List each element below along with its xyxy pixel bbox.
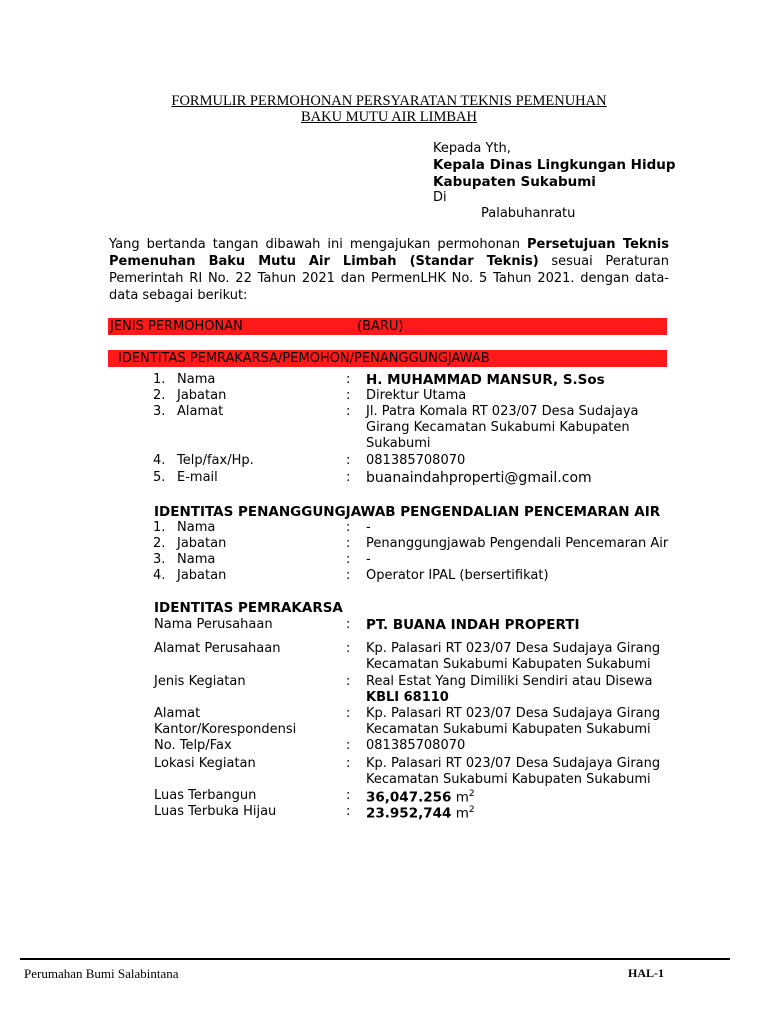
- pemohon-nama: H. MUHAMMAD MANSUR, S.Sos: [366, 372, 605, 388]
- jenis-kegiatan-label: Jenis Kegiatan: [154, 674, 246, 689]
- pengendalian-header: IDENTITAS PENANGGUNGJAWAB PENGENDALIAN PENCEMARAN AIR: [154, 504, 661, 520]
- intro-text-2: sesuai Peraturan Pemerintah RI No. 22 Tahun 2021 dan PermenLHK No. 5 Tahun 2021. dengan data-data sebagai berikut:: [109, 254, 669, 303]
- colon: :: [346, 788, 351, 803]
- pengendalian-num-1: 1.: [153, 520, 166, 535]
- luas-terbangun-value: 36,047.256: [366, 789, 452, 806]
- pengendalian-label-jabatan-2: Jabatan: [177, 568, 227, 583]
- pengendalian-num-3: 3.: [153, 552, 166, 567]
- pengendalian-label-nama-1: Nama: [177, 520, 216, 535]
- alamat-kantor-label-2: Kantor/Korespondensi: [154, 722, 297, 737]
- nama-perusahaan: PT. BUANA INDAH PROPERTI: [366, 617, 580, 633]
- recipient-line1: Kepala Dinas Lingkungan Hidup: [433, 157, 676, 173]
- no-telp-label: No. Telp/Fax: [154, 738, 232, 753]
- alamat-kantor-2: Kecamatan Sukabumi Kabupaten Sukabumi: [366, 722, 651, 737]
- colon: :: [346, 536, 351, 551]
- jenis-kegiatan-1: Real Estat Yang Dimiliki Sendiri atau Disewa: [366, 674, 653, 689]
- identitas-header: IDENTITAS PEMRAKARSA/PEMOHON/PENANGGUNGJAWAB: [118, 351, 490, 366]
- colon: :: [346, 568, 351, 583]
- pengendalian-label-nama-2: Nama: [177, 552, 216, 567]
- pemohon-label-nama: Nama: [177, 372, 216, 387]
- colon: :: [346, 453, 351, 468]
- pemohon-num-2: 2.: [153, 388, 166, 403]
- di-label: Di: [433, 190, 447, 205]
- colon: :: [346, 738, 351, 753]
- identitas-header-bar: [108, 350, 667, 367]
- unit-sup: 2: [468, 789, 475, 799]
- unit: m: [455, 805, 469, 822]
- kbli-code: KBLI 68110: [366, 690, 449, 705]
- form-title-line2: BAKU MUTU AIR LIMBAH: [300, 109, 478, 125]
- colon: :: [346, 674, 351, 689]
- form-title-line1: FORMULIR PERMOHONAN PERSYARATAN TEKNIS PEMENUHAN: [171, 93, 607, 109]
- pemohon-label-telp: Telp/fax/Hp.: [177, 453, 254, 468]
- pengendalian-num-2: 2.: [153, 536, 166, 551]
- intro-text-1: Yang bertanda tangan dibawah ini mengajukan permohonan: [109, 237, 528, 252]
- pemohon-jabatan: Direktur Utama: [366, 388, 467, 403]
- pengendalian-jabatan-1: Penanggungjawab Pengendali Pencemaran Air: [366, 536, 669, 551]
- pengendalian-label-jabatan-1: Jabatan: [177, 536, 227, 551]
- alamat-perusahaan-1: Kp. Palasari RT 023/07 Desa Sudajaya Girang: [366, 641, 661, 656]
- jenis-permohonan-value: (BARU): [357, 319, 404, 334]
- pemohon-num-4: 4.: [153, 453, 166, 468]
- footer-project-name: Perumahan Bumi Salabintana: [24, 966, 179, 981]
- pemohon-telp: 081385708070: [366, 453, 466, 468]
- luas-terbangun-label: Luas Terbangun: [154, 788, 257, 803]
- nama-perusahaan-label: Nama Perusahaan: [154, 617, 273, 632]
- lokasi-kegiatan-label: Lokasi Kegiatan: [154, 756, 256, 771]
- jenis-permohonan-bar: [108, 318, 667, 335]
- pemohon-label-jabatan: Jabatan: [177, 388, 227, 403]
- pemohon-email: buanaindahproperti@gmail.com: [366, 470, 592, 486]
- unit-sup: 2: [468, 805, 475, 815]
- alamat-kantor-1: Kp. Palasari RT 023/07 Desa Sudajaya Girang: [366, 706, 661, 721]
- colon: :: [346, 552, 351, 567]
- recipient-line2: Kabupaten Sukabumi: [433, 174, 596, 190]
- pemohon-alamat-2: Girang Kecamatan Sukabumi Kabupaten: [366, 420, 630, 435]
- colon: :: [346, 404, 351, 419]
- unit: m: [455, 789, 469, 806]
- jenis-permohonan-label: JENIS PERMOHONAN: [110, 319, 243, 334]
- colon: :: [346, 706, 351, 721]
- colon: :: [346, 641, 351, 656]
- lokasi-kegiatan-1: Kp. Palasari RT 023/07 Desa Sudajaya Girang: [366, 756, 661, 771]
- luas-hijau-label: Luas Terbuka Hijau: [154, 804, 277, 819]
- colon: :: [346, 372, 351, 387]
- pemrakarsa-header: IDENTITAS PEMRAKARSA: [154, 600, 343, 616]
- pemohon-num-1: 1.: [153, 372, 166, 387]
- pengendalian-nama-1: -: [366, 520, 371, 535]
- colon: :: [346, 388, 351, 403]
- pemohon-alamat-3: Sukabumi: [366, 436, 431, 451]
- alamat-perusahaan-2: Kecamatan Sukabumi Kabupaten Sukabumi: [366, 657, 651, 672]
- no-telp: 081385708070: [366, 738, 466, 753]
- luas-hijau-value: 23.952,744: [366, 805, 452, 822]
- footer-divider: [20, 958, 730, 960]
- colon: :: [346, 520, 351, 535]
- city: Palabuhanratu: [481, 206, 576, 221]
- intro-bold: Persetujuan Teknis Pemenuhan Baku Mutu Air Limbah (Standar Teknis): [109, 237, 669, 269]
- pemohon-num-5: 5.: [153, 470, 166, 485]
- luas-hijau: [366, 802, 475, 822]
- greeting: Kepada Yth,: [433, 141, 511, 156]
- colon: :: [346, 756, 351, 771]
- alamat-perusahaan-label: Alamat Perusahaan: [154, 641, 281, 656]
- pengendalian-jabatan-2: Operator IPAL (bersertifikat): [366, 568, 549, 583]
- pemohon-num-3: 3.: [153, 404, 166, 419]
- alamat-kantor-label-1: Alamat: [154, 706, 201, 721]
- lokasi-kegiatan-2: Kecamatan Sukabumi Kabupaten Sukabumi: [366, 772, 651, 787]
- pemohon-alamat-1: Jl. Patra Komala RT 023/07 Desa Sudajaya: [366, 404, 639, 419]
- intro-paragraph: [109, 236, 669, 304]
- pemohon-label-email: E-mail: [177, 470, 218, 485]
- colon: :: [346, 804, 351, 819]
- footer-page-number: HAL-1: [628, 966, 664, 980]
- pengendalian-num-4: 4.: [153, 568, 166, 583]
- pemohon-label-alamat: Alamat: [177, 404, 224, 419]
- colon: :: [346, 617, 351, 632]
- pengendalian-nama-2: -: [366, 552, 371, 567]
- colon: :: [346, 470, 351, 485]
